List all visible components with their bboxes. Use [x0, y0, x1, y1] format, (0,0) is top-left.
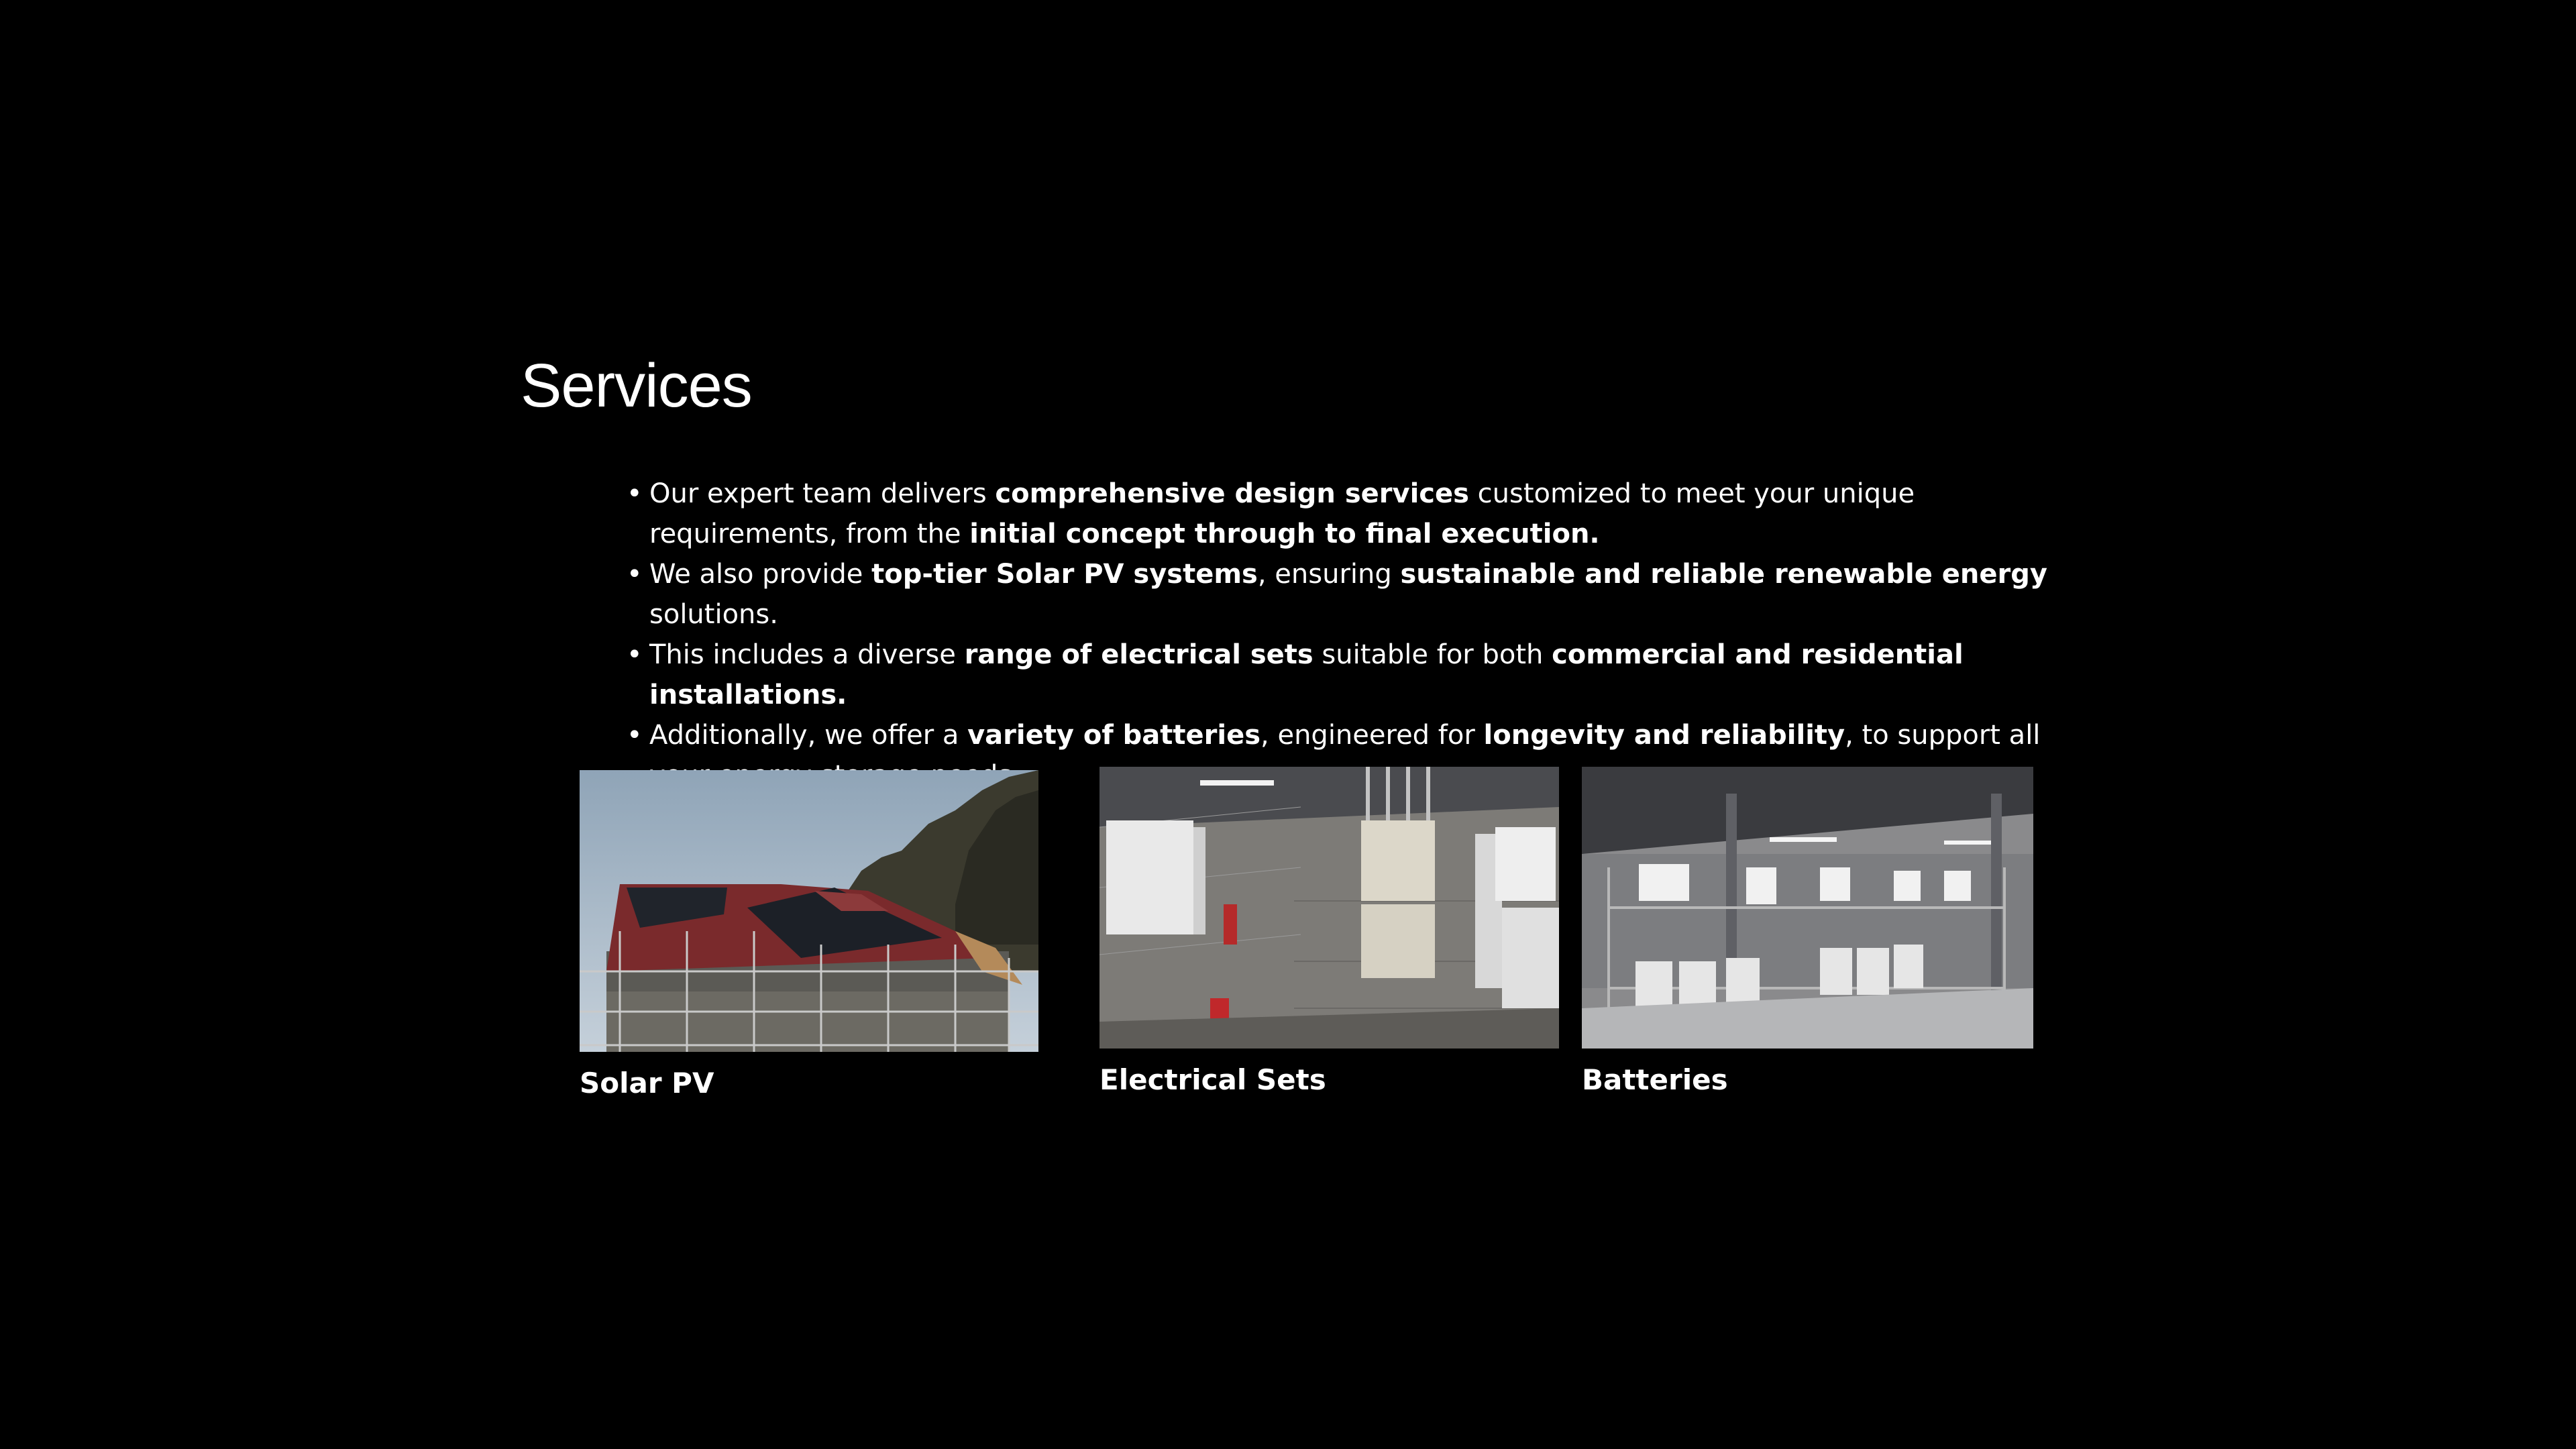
bullet-text-2: This includes a diverse range of electrical sets suitable for both commercial and residential installations. — [649, 639, 1964, 710]
bullet-dot-icon: • — [627, 720, 643, 751]
service-card-solar-pv — [580, 770, 1038, 1100]
bullet-dot-icon: • — [627, 478, 643, 509]
bullet-item — [627, 474, 2058, 554]
batteries-photo — [1582, 767, 2033, 1049]
bullet-dot-icon: • — [627, 559, 643, 590]
page-title: Services — [521, 352, 752, 420]
bullet-item — [627, 554, 2058, 635]
services-bullet-list — [627, 474, 2058, 796]
bullet-text-0: Our expert team delivers comprehensive design services customized to meet your unique requirements, from the initial concept through to final execution. — [649, 478, 1915, 549]
batteries-caption: Batteries — [1582, 1063, 1728, 1096]
bullet-dot-icon: • — [627, 639, 643, 670]
service-card-electrical-sets — [1099, 767, 1559, 1097]
bullet-text-3: Additionally, we offer a variety of batteries, engineered for longevity and reliability, to support all — [649, 720, 2041, 751]
service-card-batteries — [1582, 767, 2033, 1097]
electrical-sets-caption: Electrical Sets — [1099, 1063, 1326, 1096]
bullet-item — [627, 635, 2058, 715]
electrical-sets-photo — [1099, 767, 1559, 1049]
bullet-text-1: We also provide top-tier Solar PV systems, ensuring sustainable and reliable renewable energy solutions. — [649, 559, 2047, 630]
solar-pv-photo — [580, 770, 1038, 1052]
solar-pv-caption: Solar PV — [580, 1067, 714, 1099]
